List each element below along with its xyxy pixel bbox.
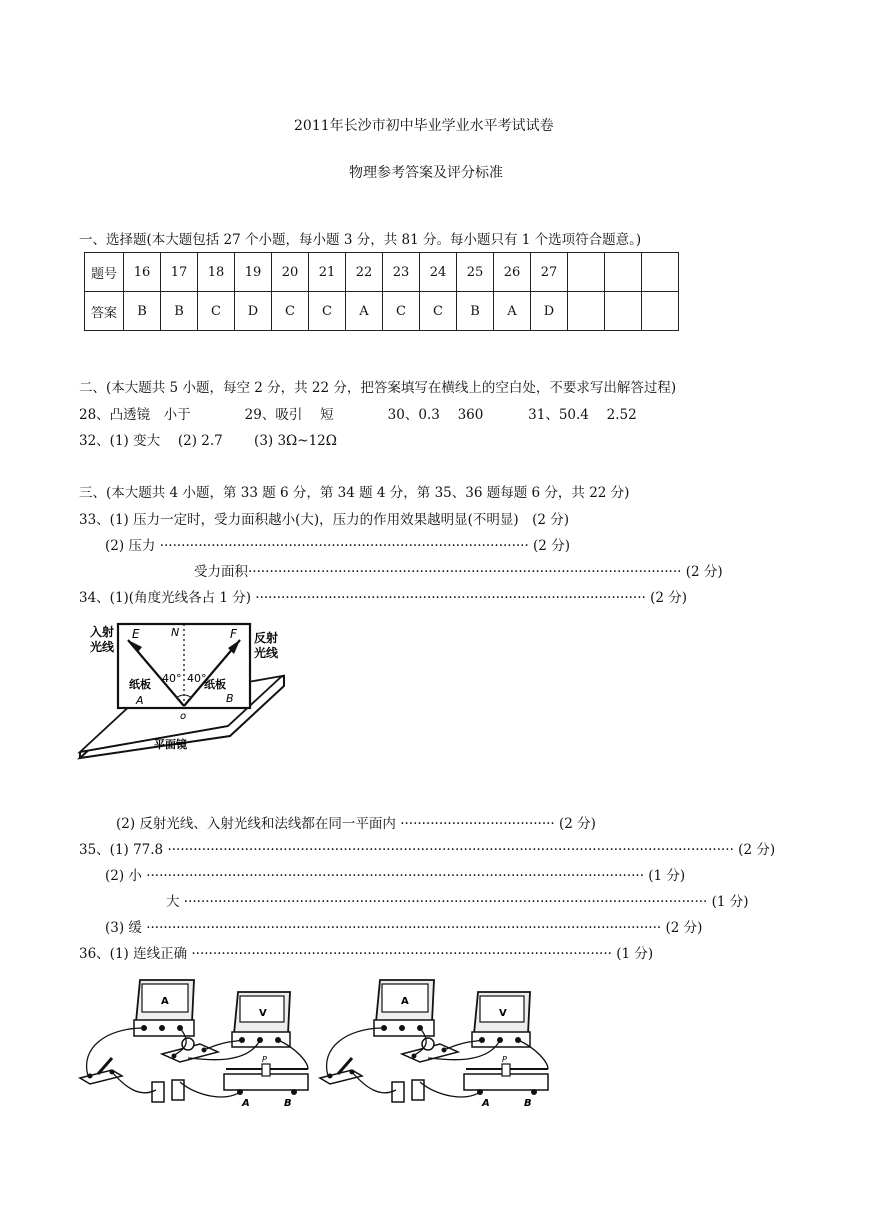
answer-line: 受力面积····································································································· (2 分) bbox=[194, 564, 723, 580]
voltmeter-label: V bbox=[259, 1008, 267, 1019]
voltmeter-label: V bbox=[499, 1008, 507, 1019]
section3-heading: 三、(本大题共 4 小题，第 33 题 6 分，第 34 题 4 分，第 35、36 题每题 6 分，共 22 分) bbox=[79, 485, 630, 501]
table-cell: A bbox=[494, 292, 531, 331]
table-cell: 22 bbox=[346, 253, 383, 292]
answer-line: (2) 小 ···················································································································· (1 分) bbox=[105, 868, 686, 884]
table-cell: 21 bbox=[309, 253, 346, 292]
page-subtitle: 物理参考答案及评分标准 bbox=[349, 165, 503, 181]
terminal-b-label: B bbox=[524, 1098, 532, 1109]
row-label: 答案 bbox=[85, 292, 124, 331]
mirror-label: 平面镜 bbox=[154, 738, 187, 751]
terminal-a-label: A bbox=[482, 1098, 490, 1109]
table-cell: C bbox=[272, 292, 309, 331]
table-cell: C bbox=[420, 292, 457, 331]
answer-line: (2) 压力 ······················································································ (2 分) bbox=[105, 538, 570, 554]
point-f: F bbox=[230, 627, 237, 641]
answer-line: (3) 缓 ························································································································ (2 分) bbox=[105, 920, 703, 936]
page-title: 2011年长沙市初中毕业学业水平考试试卷 bbox=[294, 118, 554, 134]
table-cell bbox=[568, 292, 605, 331]
section1-heading: 一、选择题(本大题包括 27 个小题，每小题 3 分，共 81 分。每小题只有 1 个选项符合题意。) bbox=[79, 232, 642, 248]
table-cell: 25 bbox=[457, 253, 494, 292]
answer-table bbox=[84, 252, 679, 331]
board-b-label: 纸板 bbox=[204, 678, 226, 691]
table-cell: 26 bbox=[494, 253, 531, 292]
table-cell bbox=[568, 253, 605, 292]
slider-p-label: P bbox=[502, 1055, 507, 1064]
table-cell bbox=[642, 253, 679, 292]
reflected-label: 光线 bbox=[254, 646, 279, 660]
table-cell: B bbox=[124, 292, 161, 331]
table-cell: C bbox=[309, 292, 346, 331]
board-a-label: 纸板 bbox=[129, 678, 151, 691]
table-cell: 17 bbox=[161, 253, 198, 292]
answer-line: (2) 反射光线、入射光线和法线都在同一平面内 ···································· (2 分) bbox=[116, 816, 596, 832]
table-cell: 24 bbox=[420, 253, 457, 292]
answer-line: 33、(1) 压力一定时，受力面积越小(大)，压力的作用效果越明显(不明显) (2 分) bbox=[79, 512, 570, 528]
table-row bbox=[85, 292, 679, 331]
answer-line: 36、(1) 连线正确 ·································································································· (1 分) bbox=[79, 946, 654, 962]
table-cell: 16 bbox=[124, 253, 161, 292]
reflected-label: 反射 bbox=[254, 631, 279, 645]
board-a-letter: A bbox=[136, 694, 144, 707]
incident-label: 入射 bbox=[90, 625, 115, 639]
ammeter-label: A bbox=[161, 996, 169, 1007]
section2-line: 28、凸透镜 小于 29、吸引 短 30、0.3 360 31、50.4 2.52 bbox=[79, 407, 637, 423]
terminal-a-label: A bbox=[242, 1098, 250, 1109]
table-cell: C bbox=[198, 292, 235, 331]
terminal-b-label: B bbox=[284, 1098, 292, 1109]
table-cell: C bbox=[383, 292, 420, 331]
table-cell: D bbox=[531, 292, 568, 331]
reflection-diagram bbox=[76, 620, 296, 770]
table-cell: A bbox=[346, 292, 383, 331]
table-cell: B bbox=[161, 292, 198, 331]
table-cell: 19 bbox=[235, 253, 272, 292]
section2-heading: 二、(本大题共 5 小题，每空 2 分，共 22 分，把答案填写在横线上的空白处，不要求写出解答过程) bbox=[79, 380, 677, 396]
table-cell: 18 bbox=[198, 253, 235, 292]
table-cell: 20 bbox=[272, 253, 309, 292]
incident-label: 光线 bbox=[90, 640, 115, 654]
angle-label: 40° bbox=[162, 672, 182, 685]
point-o: o bbox=[180, 711, 187, 722]
table-row bbox=[85, 253, 679, 292]
row-label: 题号 bbox=[85, 253, 124, 292]
table-cell bbox=[605, 253, 642, 292]
table-cell: B bbox=[457, 292, 494, 331]
normal-n: N bbox=[171, 626, 180, 639]
answer-line: 大 ·························································································································· (1 分) bbox=[166, 894, 749, 910]
table-cell: 27 bbox=[531, 253, 568, 292]
slider-p-label: P bbox=[262, 1055, 267, 1064]
board-b-letter: B bbox=[226, 692, 234, 705]
answer-line: 34、(1)(角度光线各占 1 分) ··························································································· (2 分) bbox=[79, 590, 688, 606]
table-cell bbox=[642, 292, 679, 331]
point-e: E bbox=[132, 627, 140, 641]
answer-line: 35、(1) 77.8 ···································································································································· (2 分) bbox=[79, 842, 776, 858]
table-cell bbox=[605, 292, 642, 331]
circuit-diagrams bbox=[76, 978, 556, 1110]
table-cell: 23 bbox=[383, 253, 420, 292]
angle-label: 40° bbox=[187, 672, 207, 685]
table-cell: D bbox=[235, 292, 272, 331]
section2-line: 32、(1) 变大 (2) 2.7 (3) 3Ω~12Ω bbox=[79, 433, 337, 449]
ammeter-label: A bbox=[401, 996, 409, 1007]
